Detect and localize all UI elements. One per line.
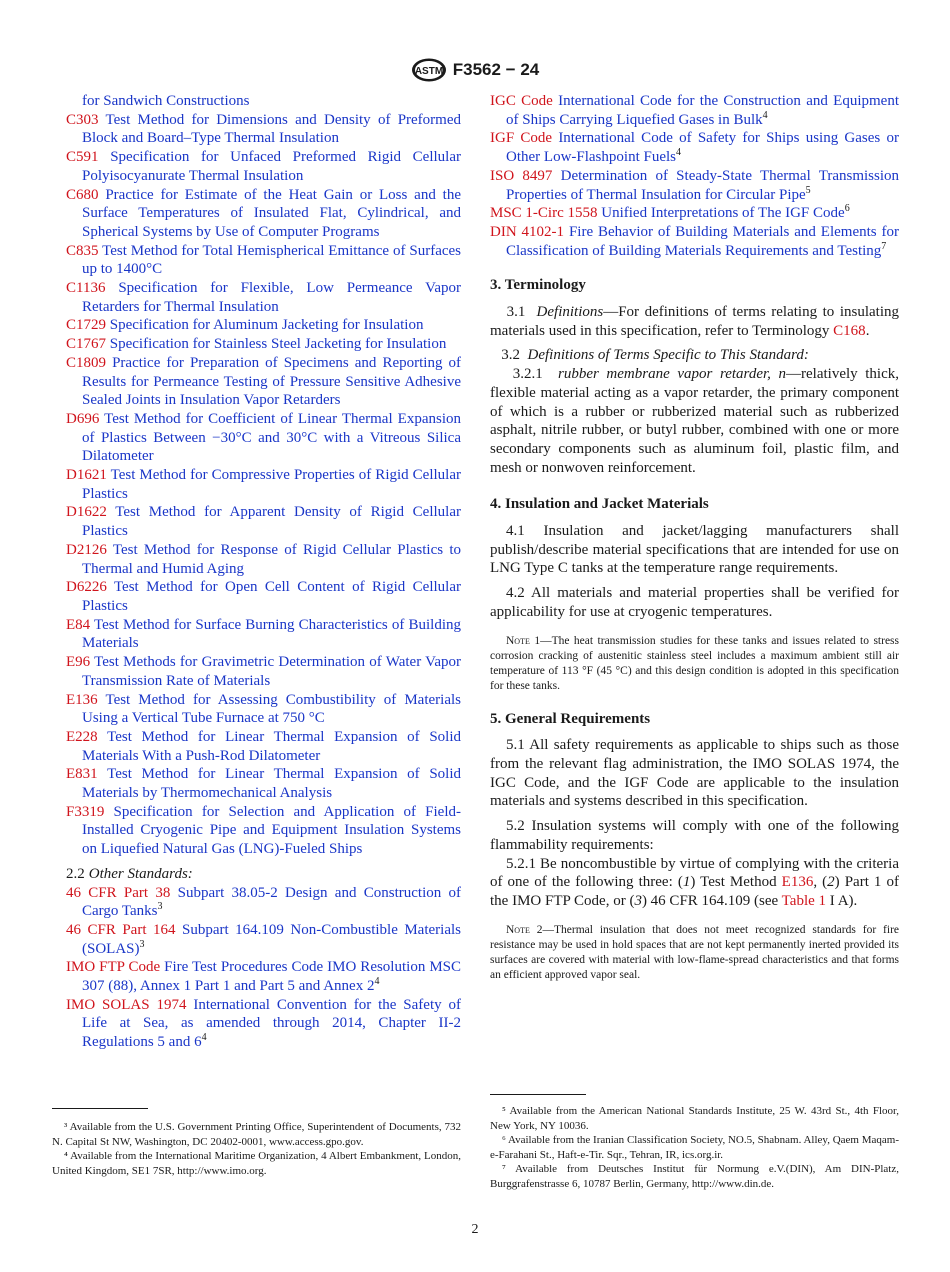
footnote-marker: 3	[157, 901, 163, 913]
footnote-6: ⁶ Available from the Iranian Classification Society, NO.5, Shabnam. Alley, Qaem Maqam-e-Farahani St., Haft-e-Tir. Sqr., Tehran, IR, ics.org.ir.	[490, 1134, 899, 1161]
para-3-1	[490, 303, 899, 340]
other-standards-heading	[66, 865, 461, 884]
right-reference-list	[490, 92, 899, 260]
note-label: Note 1	[506, 634, 541, 647]
reference-title-link[interactable]: Test Method for Apparent Density of Rigid Cellular Plastics	[82, 504, 461, 540]
designation: F3562 − 24	[452, 60, 540, 79]
section-5-heading: 5. General Requirements	[490, 710, 651, 727]
footnote-7: ⁷ Available from Deutsches Institut für Normung e.V.(DIN), Am DIN-Platz, Burggrafenstrasse 6, 10787 Berlin, Germany, http://www.din.de.	[490, 1163, 899, 1190]
link-e136[interactable]: E136	[781, 874, 814, 891]
reference-code-link[interactable]: 46 CFR Part 164	[66, 921, 176, 938]
reference-title-link[interactable]: Test Method for Assessing Combustibility of Materials Using a Vertical Tube Furnace at 750 °C	[82, 691, 461, 727]
reference-item	[490, 92, 899, 129]
reference-title-link[interactable]: Subpart 38.05-2 Design and Construction of Cargo Tanks	[82, 884, 461, 920]
note-label: Note 2	[506, 923, 543, 936]
section-title: Other Standards:	[88, 865, 193, 882]
term: Definitions	[536, 304, 604, 321]
reference-title-link[interactable]: Test Method for Dimensions and Density of Preformed Block and Board–Type Thermal Insulation	[82, 111, 461, 147]
reference-title-link[interactable]: Specification for Stainless Steel Jacketing for Insulation	[106, 336, 447, 353]
reference-title-link[interactable]: Test Method for Compressive Properties of Rigid Cellular Plastics	[82, 467, 461, 502]
para-number: 3.2.1	[512, 366, 543, 383]
reference-item	[66, 958, 461, 995]
reference-item	[66, 503, 461, 540]
para-3-2-1	[490, 365, 899, 477]
reference-title-link[interactable]: Fire Behavior of Building Materials and Elements for Classification of Building Materials Requirements and Testing	[506, 223, 900, 259]
reference-title-link[interactable]: Unified Interpretations of The IGF Code	[597, 205, 845, 222]
footnote-marker: 4	[762, 109, 768, 121]
reference-item	[66, 541, 461, 578]
reference-item	[490, 129, 899, 166]
para-4-2: 4.2 All materials and material properties shall be verified for applicability for use at cryogenic temperatures.	[490, 585, 899, 620]
left-column	[66, 92, 461, 1052]
para-5-2-1: 5.2.1 Be noncombustible by virtue of complying with the criteria of one of the following three: (1) Test Method E136, (2) Part 1 of the IMO FTP Code, or (3) 46 CFR 164.109 (see Table 1 I A).	[490, 855, 899, 909]
reference-title-link[interactable]: Subpart 164.109 Non-Combustible Materials (SOLAS)	[82, 921, 461, 957]
reference-title-link[interactable]: Test Method for Response of Rigid Cellular Plastics to Thermal and Humid Aging	[82, 541, 461, 577]
reference-title-link[interactable]: Specification for Aluminum Jacketing for Insulation	[106, 317, 424, 334]
reference-item	[66, 996, 461, 1052]
reference-item	[490, 204, 899, 223]
reference-item	[66, 921, 461, 958]
reference-title-link[interactable]: Fire Test Procedures Code IMO Resolution MSC 307 (88), Annex 1 Part 1 and Part 5 and Annex 2	[82, 959, 462, 995]
para-number: 3.1	[506, 304, 526, 321]
reference-title-link[interactable]: International Convention for the Safety of Life at Sea, as amended through 2014, Chapter II-2 Regulations 5 and 6	[82, 996, 461, 1051]
reference-code-link[interactable]: IGF Code	[490, 130, 553, 147]
reference-item	[66, 728, 461, 765]
reference-code-link[interactable]: C1767	[66, 336, 107, 353]
reference-code-link[interactable]: D696	[66, 410, 100, 427]
note-2	[490, 923, 899, 983]
reference-title-link[interactable]: International Code of Safety for Ships using Gases or Other Low-Flashpoint Fuels	[506, 130, 899, 166]
reference-item	[66, 148, 461, 185]
reference-title-link[interactable]: Practice for Preparation of Specimens and Reporting of Results for Permeance Testing of Pressure Sensitive Adhesive Sealed Joints in Insulation Vapor Retarders	[82, 354, 461, 409]
reference-item	[490, 223, 899, 260]
reference-item	[66, 765, 461, 802]
reference-code-link[interactable]: D1622	[66, 504, 107, 521]
right-column	[490, 92, 899, 995]
reference-title-link[interactable]: International Code for the Construction and Equipment of Ships Carrying Liquefied Gases in Bulk	[506, 93, 899, 128]
link-c168[interactable]: C168	[833, 322, 866, 339]
reference-title-link[interactable]: Determination of Steady-State Thermal Transmission Properties of Thermal Insulation for Circular Pipe	[506, 167, 899, 203]
reference-item	[66, 335, 461, 354]
reference-item	[66, 616, 461, 653]
reference-item	[66, 884, 461, 921]
term: Definitions of Terms Specific to This Standard:	[527, 347, 809, 364]
page-number: 2	[471, 1222, 479, 1237]
footnote-marker: 4	[676, 147, 681, 159]
para-text: —For definitions of terms relating to insulating materials used in this specification, refer to Terminology	[490, 304, 900, 339]
footnote-marker: 3	[139, 938, 145, 950]
reference-code-link[interactable]: C1729	[66, 317, 107, 334]
reference-code-link[interactable]: C1136	[66, 280, 106, 297]
reference-title-link[interactable]: Specification for Flexible, Low Permeance Vapor Retarders for Thermal Insulation	[82, 280, 461, 315]
reference-item	[66, 242, 461, 279]
note-text: —The heat transmission studies for these tanks and issues related to stress corrosion cracking of austenitic stainless steel includes a maximum ambient still air temperature of 113 °F (45 °C) and this design condition is adopted in this specification for these tanks.	[490, 634, 899, 692]
footnote-marker: 6	[844, 203, 850, 215]
reference-item	[66, 279, 461, 316]
reference-code-link[interactable]: E136	[66, 691, 98, 708]
reference-title-link[interactable]: Test Method for Surface Burning Characteristics of Building Materials	[82, 616, 461, 652]
left-reference-list	[66, 111, 461, 859]
reference-code-link[interactable]: DIN 4102-1	[490, 223, 565, 240]
page-header	[0, 58, 950, 82]
section-number: 2.2	[66, 865, 85, 882]
reference-code-link[interactable]: 46 CFR Part 38	[66, 884, 171, 901]
link-table-1[interactable]: Table 1	[781, 892, 827, 909]
para-3-2	[490, 346, 899, 365]
para-end: .	[865, 322, 870, 339]
footnote-marker: 7	[881, 240, 887, 252]
reference-item	[66, 803, 461, 859]
reference-item	[66, 354, 461, 410]
reference-code-link[interactable]: C303	[66, 111, 99, 128]
ref-continuation: for Sandwich Constructions	[82, 93, 250, 109]
other-standards-list	[66, 884, 461, 1052]
footnote-marker: 5	[805, 184, 811, 196]
reference-code-link[interactable]: MSC 1-Circ 1558	[490, 205, 598, 222]
reference-title-link[interactable]: Test Method for Total Hemispherical Emittance of Surfaces up to 1400°C	[82, 242, 461, 278]
reference-code-link[interactable]: E84	[66, 616, 91, 633]
reference-title-link[interactable]: Test Method for Coefficient of Linear Thermal Expansion of Plastics Between −30°C and 30°C with a Vitreous Silica Dilatometer	[82, 410, 461, 465]
reference-title-link[interactable]: Practice for Estimate of the Heat Gain or Loss and the Surface Temperatures of Insulated Flat, Cylindrical, and Spherical Systems by Use of Computer Programs	[82, 186, 461, 240]
reference-code-link[interactable]: C680	[66, 186, 99, 203]
para-text: —relatively thick, flexible material acting as a vapor retarder, the primary component of which is a rubber or rubberized material such as rubberized asphalt, nitrile rubber, or butyl rubber, combined with one or more secondary components such as aluminum foil, plastic film, and mesh or nonwoven reinforcement.	[490, 366, 899, 476]
reference-code-link[interactable]: D6226	[66, 579, 107, 596]
note-1	[490, 634, 899, 694]
para-5-1: 5.1 All safety requirements as applicable to ships such as those from the relevant flag administration, the IMO SOLAS 1974, the IGC Code, and the IGF Code are applicable to the insulation materials and systems described in this specification.	[490, 737, 899, 810]
reference-title-link[interactable]: Specification for Selection and Application of Field-Installed Cryogenic Pipe and Equipment Insulation Systems on Liquefied Natural Gas (LNG)-Fueled Ships	[82, 803, 461, 858]
reference-item	[66, 653, 461, 690]
reference-code-link[interactable]: D1621	[66, 467, 107, 484]
reference-code-link[interactable]: E228	[66, 728, 98, 745]
footnote-3: ³ Available from the U.S. Government Printing Office, Superintendent of Documents, 732 N. Capital St NW, Washington, DC 20402-0001, www.access.gpo.gov.	[52, 1121, 461, 1148]
footnote-marker: 4	[374, 976, 380, 988]
reference-code-link[interactable]: IMO SOLAS 1974	[66, 996, 187, 1013]
reference-code-link[interactable]: C591	[66, 149, 99, 166]
logo-text: ASTM	[414, 66, 443, 77]
footnote-4: ⁴ Available from the International Maritime Organization, 4 Albert Embankment, London, United Kingdom, SE1 7SR, http://www.imo.org.	[52, 1150, 461, 1177]
reference-title-link[interactable]: Test Methods for Gravimetric Determination of Water Vapor Transmission Rate of Materials	[82, 654, 461, 689]
reference-item	[66, 466, 461, 503]
reference-title-link[interactable]: Test Method for Linear Thermal Expansion of Solid Materials With a Push-Rod Dilatometer	[82, 728, 461, 764]
para-number: 3.2	[501, 347, 520, 364]
term: rubber membrane vapor retarder, n	[558, 366, 787, 383]
note-text: —Thermal insulation that does not meet recognized standards for fire resistance may be used in hold spaces that are not kept permanently inerted provided its surfaces are covered with material with low-flame-spread characteristics and that forms an efficient approved vapor seal.	[490, 923, 899, 981]
reference-item	[66, 186, 461, 242]
reference-item	[66, 410, 461, 466]
reference-code-link[interactable]: E96	[66, 654, 91, 671]
astm-logo-icon	[411, 58, 447, 82]
reference-item	[66, 691, 461, 728]
reference-title-link[interactable]: Test Method for Open Cell Content of Rigid Cellular Plastics	[82, 579, 461, 614]
left-footnotes	[52, 1120, 461, 1178]
reference-code-link[interactable]: IGC Code	[490, 93, 553, 109]
reference-code-link[interactable]: ISO 8497	[490, 167, 553, 184]
section-4-heading: 4. Insulation and Jacket Materials	[490, 496, 709, 513]
reference-code-link[interactable]: IMO FTP Code	[66, 959, 161, 976]
footnote-5: ⁵ Available from the American National Standards Institute, 25 W. 43rd St., 4th Floor, New York, NY 10036.	[490, 1105, 899, 1132]
reference-item	[66, 316, 461, 335]
reference-item	[490, 167, 899, 204]
reference-code-link[interactable]: D2126	[66, 541, 107, 558]
reference-item	[66, 111, 461, 148]
para-4-1: 4.1 Insulation and jacket/lagging manufacturers shall publish/describe material specifications that are intended for use on LNG Type C tanks at the temperature range requirements.	[490, 523, 899, 577]
reference-title-link[interactable]: Specification for Unfaced Preformed Rigid Cellular Polyisocyanurate Thermal Insulation	[82, 149, 461, 184]
section-3-heading: 3. Terminology	[490, 277, 586, 294]
reference-code-link[interactable]: C1809	[66, 354, 107, 371]
footnote-divider	[52, 1108, 148, 1109]
reference-item	[66, 578, 461, 615]
reference-title-link[interactable]: Test Method for Linear Thermal Expansion of Solid Materials by Thermomechanical Analysis	[82, 766, 461, 802]
footnote-divider	[490, 1094, 586, 1095]
reference-code-link[interactable]: C835	[66, 242, 99, 259]
right-footnotes	[490, 1104, 899, 1191]
footnote-marker: 4	[201, 1032, 207, 1044]
reference-code-link[interactable]: F3319	[66, 803, 105, 820]
reference-code-link[interactable]: E831	[66, 766, 98, 783]
para-5-2: 5.2 Insulation systems will comply with one of the following flammability requirements:	[490, 818, 899, 853]
